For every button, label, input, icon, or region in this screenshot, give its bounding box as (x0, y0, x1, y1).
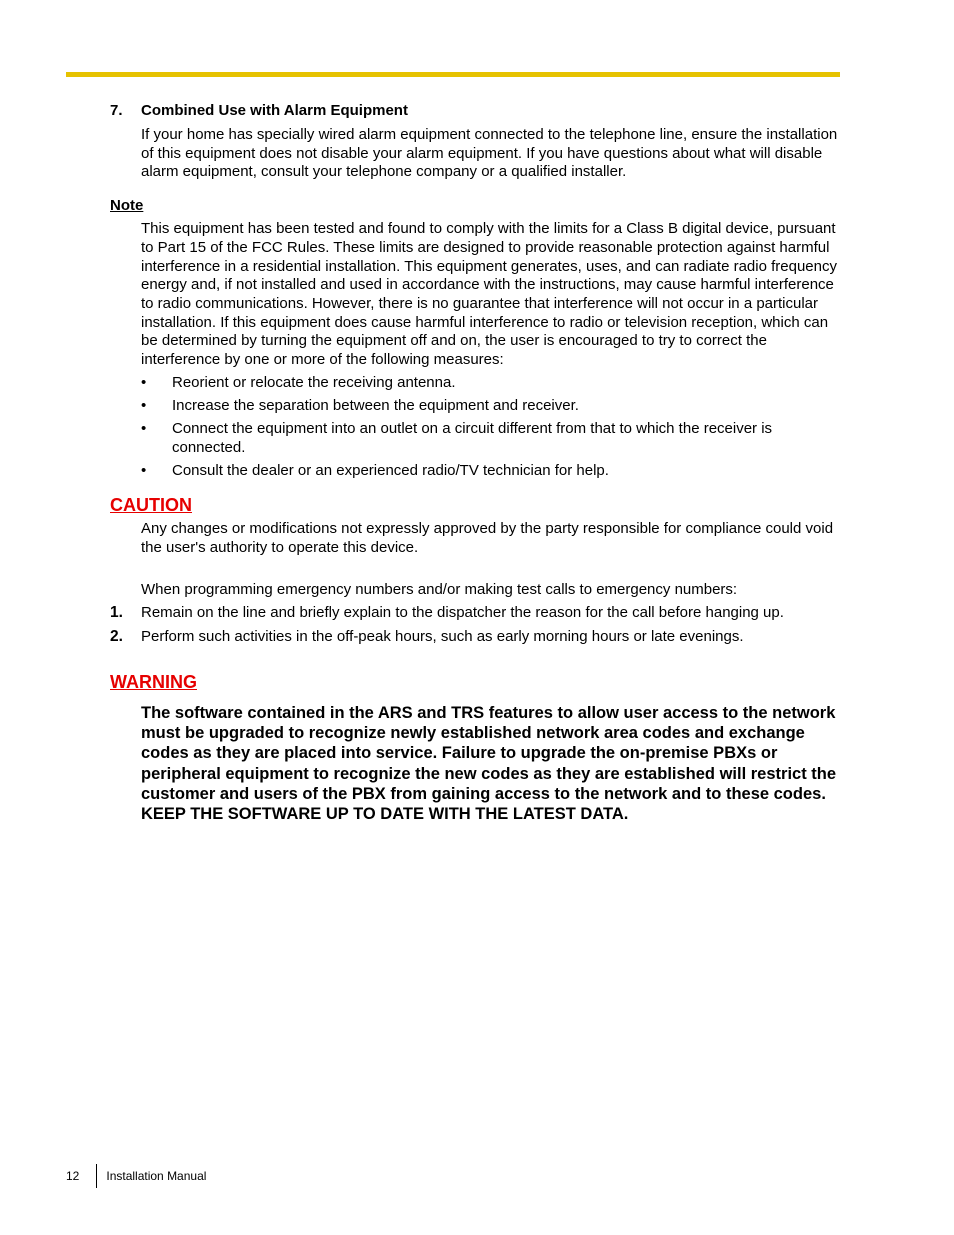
list-item (110, 604, 845, 623)
step-number: 1. (110, 603, 123, 621)
footer-divider (96, 1164, 97, 1188)
page-number: 12 (66, 1169, 80, 1183)
bullet-icon: • (141, 461, 147, 479)
warning-text: The software contained in the ARS and TRS features to allow user access to the network must be upgraded to recognize newly established network area codes and exchange codes as they are placed into service. Failure to upgrade the on-premise PBXs or peripheral equipment to recognize the new codes as they are established will restrict the customer and users of the PBX from gaining access to the network and to these codes. (141, 703, 837, 803)
note-bullet-list (141, 374, 845, 481)
warning-heading: WARNING (110, 671, 197, 692)
bullet-text: Connect the equipment into an outlet on a circuit different from that to which the receiver is connected. (172, 419, 773, 456)
note-body: This equipment has been tested and found to comply with the limits for a Class B digital device, pursuant to Part 15 of the FCC Rules. These limits are designed to provide reasonable protection against harmful interference in a residential installation. This equipment generates, uses, and can radiate radio frequency energy and, if not installed and used in accordance with the instructions, may cause harmful interference to radio communications. However, there is no guarantee that interference will not occur in a particular installation. If this equipment does cause harmful interference to radio or television reception, which can be determined by turning the equipment off and on, the user is encouraged to try to correct the interference by one or more of the following measures: (141, 220, 837, 369)
bullet-text: Consult the dealer or an experienced radio/TV technician for help. (172, 461, 609, 479)
list-item (141, 462, 845, 481)
top-rule (66, 72, 840, 77)
warning-body (141, 703, 845, 824)
section-7-body: If your home has specially wired alarm equipment connected to the telephone line, ensure the installation of this equipment does not disable your alarm equipment. If you have questions about what will disable alarm equipment, consult your telephone company or a qualified installer. (141, 126, 838, 181)
bullet-text: Increase the separation between the equipment and receiver. (172, 396, 579, 414)
list-item (141, 397, 845, 416)
bullet-icon: • (141, 373, 147, 391)
bullet-icon: • (141, 419, 147, 437)
section-7-heading (110, 101, 845, 121)
caution-step-list (110, 604, 845, 647)
page-footer (66, 1164, 206, 1188)
bullet-icon: • (141, 396, 147, 414)
section-title: Combined Use with Alarm Equipment (141, 102, 408, 119)
list-item (110, 628, 845, 647)
note-heading: Note (110, 197, 144, 215)
manual-title: Installation Manual (106, 1169, 207, 1183)
caution-emergency-intro: When programming emergency numbers and/or making test calls to emergency numbers: (141, 580, 738, 598)
step-text: Remain on the line and briefly explain to the dispatcher the reason for the call before hanging up. (141, 603, 784, 621)
caution-heading: CAUTION (110, 495, 192, 516)
step-text: Perform such activities in the off-peak hours, such as early morning hours or late evenings. (141, 628, 744, 646)
bullet-text: Reorient or relocate the receiving antenna. (172, 373, 456, 391)
list-item (141, 420, 845, 457)
list-item (141, 374, 845, 393)
caution-body: Any changes or modifications not expressly approved by the party responsible for compliance could void the user's authority to operate this device. (141, 520, 834, 557)
section-number: 7. (110, 102, 123, 119)
page-content (110, 101, 845, 824)
warning-emphasis: KEEP THE SOFTWARE UP TO DATE WITH THE LATEST DATA. (141, 804, 629, 823)
step-number: 2. (110, 628, 123, 646)
